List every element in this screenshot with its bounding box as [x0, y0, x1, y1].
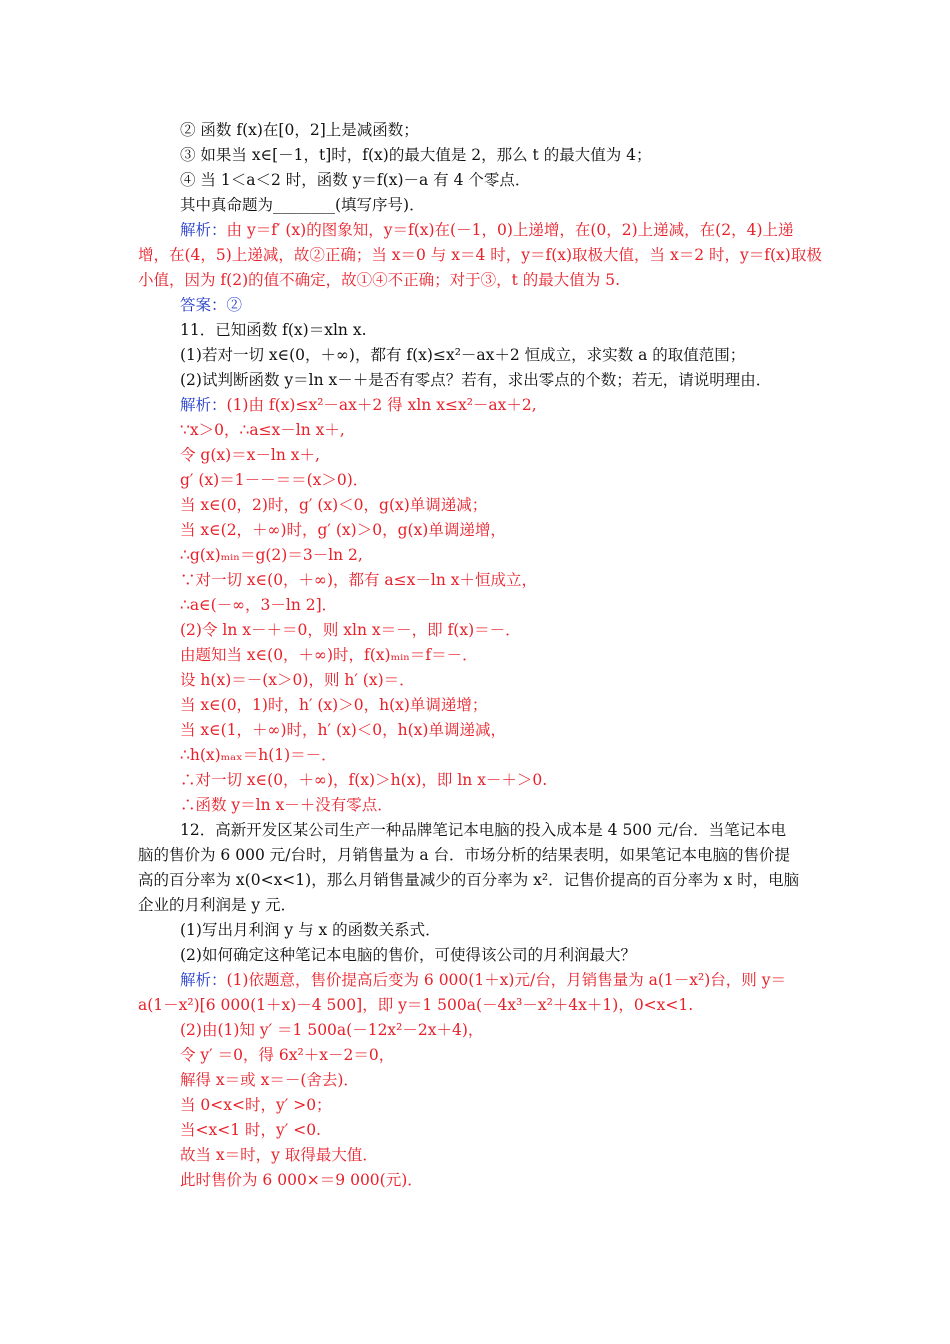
q10-solution-text-1: 由 y＝f′ (x)的图象知，y＝f(x)在(－1，0)上递增，在(0，2)上递减，在(2，4)上递: [226, 221, 794, 239]
q10-prompt: 其中真命题为________(填写序号)．: [180, 196, 425, 214]
q11-solution-line: 令 g(x)＝x－ln x＋,: [180, 446, 320, 464]
q11-solution-line: g′ (x)＝1－－＝＝(x＞0)．: [180, 471, 369, 489]
q10-solution-line-1: [180, 218, 794, 243]
solution-label: 解析：: [180, 221, 227, 239]
q12-stem-line-3: 高的百分率为 x(0<x<1)，那么月销售量减少的百分率为 x²．记售价提高的百分率为 x 时，电脑: [138, 871, 800, 889]
q11-solution-line: ∴函数 y＝ln x－＋没有零点．: [180, 796, 393, 814]
q11-solution-line: ∴对一切 x∈(0，＋∞)，f(x)＞h(x)，即 ln x－＋＞0.: [180, 771, 548, 789]
q11-solution-line: ∴g(x)ₘᵢₙ＝g(2)＝3－ln 2,: [180, 546, 363, 564]
q12-solution-line-1: [180, 968, 786, 993]
q11-solution-line: 当 x∈(0，1)时，h′ (x)＞0，h(x)单调递增；: [180, 696, 488, 714]
q10-solution-line-2: 增，在(4，5)上递减，故②正确；当 x＝0 与 x＝4 时，y＝f(x)取极大值，当 x＝2 时，y＝f(x)取极: [138, 246, 822, 264]
q11-stem: 11．已知函数 f(x)＝xln x.: [180, 321, 367, 339]
q11-solution-line-1: [180, 393, 537, 418]
q11-solution-line: 设 h(x)＝－(x＞0)，则 h′ (x)＝．: [180, 671, 415, 689]
q11-solution-line: 当 x∈(1，＋∞)时，h′ (x)＜0，h(x)单调递减，: [180, 721, 506, 739]
q10-statement-2: ② 函数 f(x)在[0，2]上是减函数；: [180, 121, 419, 139]
q12-solution-line-2: a(1－x²)[6 000(1＋x)－4 500]，即 y＝1 500a(－4x³－x²＋4x＋1)，0<x<1.: [138, 996, 694, 1014]
q11-solution-line: ∵对一切 x∈(0，＋∞)，都有 a≤x－ln x＋恒成立，: [180, 571, 538, 589]
q11-solution-text-1: (1)由 f(x)≤x²－ax＋2 得 xln x≤x²－ax＋2,: [226, 396, 537, 414]
q12-solution-line: 令 y′ ＝0，得 6x²＋x－2＝0，: [180, 1046, 395, 1064]
q12-solution-line: (2)由(1)知 y′ ＝1 500a(－12x²－2x＋4)，: [180, 1021, 484, 1039]
q12-stem-line-2: 脑的售价为 6 000 元/台时，月销售量为 a 台．市场分析的结果表明，如果笔记本电脑的售价提: [138, 846, 791, 864]
q11-solution-line: 当 x∈(0，2)时，g′ (x)＜0，g(x)单调递减；: [180, 496, 488, 514]
q11-part-1: (1)若对一切 x∈(0，＋∞)，都有 f(x)≤x²－ax＋2 恒成立，求实数 a 的取值范围；: [180, 346, 746, 364]
q12-part-2: (2)如何确定这种笔记本电脑的售价，可使得该公司的月利润最大？: [180, 946, 636, 964]
q11-part-2: (2)试判断函数 y＝ln x－＋是否有零点？若有，求出零点的个数；若无，请说明理由．: [180, 371, 772, 389]
q12-part-1: (1)写出月利润 y 与 x 的函数关系式．: [180, 921, 441, 939]
q12-stem-line-4: 企业的月利润是 y 元．: [138, 896, 297, 914]
q11-solution-line: ∵x＞0，∴a≤x－ln x＋,: [180, 421, 345, 439]
q12-solution-line: 解得 x＝或 x＝－(舍去)．: [180, 1071, 359, 1089]
q11-solution-line: 由题知当 x∈(0，＋∞)时，f(x)ₘᵢₙ＝f＝－．: [180, 646, 478, 664]
q12-solution-line: 当<x<1 时，y′ <0.: [180, 1121, 321, 1139]
q10-statement-4: ④ 当 1＜a＜2 时，函数 y＝f(x)－a 有 4 个零点．: [180, 171, 531, 189]
q12-solution-text-1: (1)依题意，售价提高后变为 6 000(1＋x)元/台，月销售量为 a(1－x²)台，则 y＝: [226, 971, 786, 989]
solution-label: 解析：: [180, 396, 227, 414]
q10-solution-line-3: 小值，因为 f(2)的值不确定，故①④不正确；对于③，t 的最大值为 5.: [138, 271, 620, 289]
q12-solution-line: 此时售价为 6 000×＝9 000(元)．: [180, 1171, 423, 1189]
q11-solution-line: ∴h(x)ₘₐₓ＝h(1)＝－．: [180, 746, 337, 764]
q12-solution-line: 故当 x＝时，y 取得最大值．: [180, 1146, 378, 1164]
q12-stem-line-1: 12．高新开发区某公司生产一种品牌笔记本电脑的投入成本是 4 500 元/台．当笔记本电: [180, 821, 787, 839]
solution-label: 解析：: [180, 971, 227, 989]
q12-solution-line: 当 0<x<时，y′ >0；: [180, 1096, 332, 1114]
q11-solution-line: 当 x∈(2，＋∞)时，g′ (x)＞0，g(x)单调递增，: [180, 521, 506, 539]
q11-solution-line: (2)令 ln x－＋＝0，则 xln x＝－，即 f(x)＝－．: [180, 621, 521, 639]
q11-solution-line: ∴a∈(－∞，3－ln 2]．: [180, 596, 338, 614]
q10-answer: 答案：②: [180, 296, 243, 314]
q10-statement-3: ③ 如果当 x∈[－1，t]时，f(x)的最大值是 2，那么 t 的最大值为 4；: [180, 146, 652, 164]
